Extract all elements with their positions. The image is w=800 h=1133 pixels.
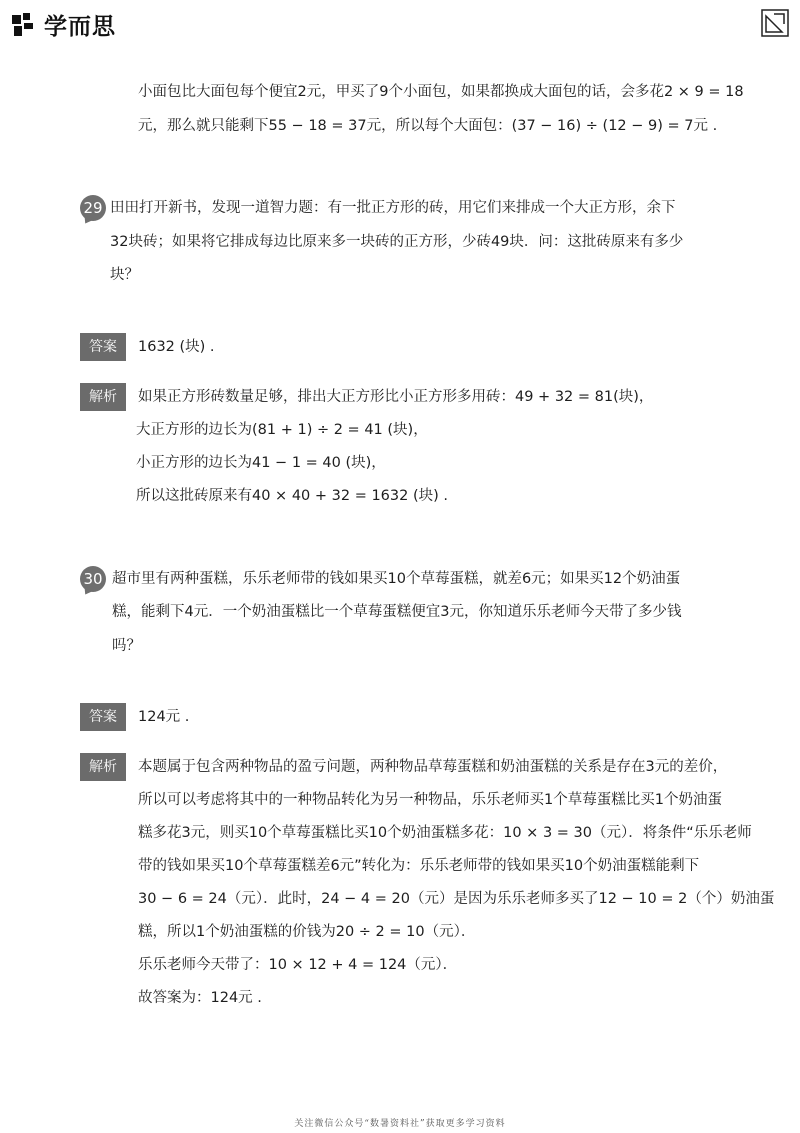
answer-value: 124元 .: [138, 709, 190, 725]
question-text-line: 32块砖；如果将它排成每边比原来多一块砖的正方形，少砖49块．问：这批砖原来有多少: [110, 234, 684, 250]
footer-note: 关注微信公众号“数暑资料社”获取更多学习资料: [294, 1119, 506, 1129]
corner-logo-icon: [760, 8, 790, 38]
analysis-line: 小正方形的边长为41 − 1 = 40 (块)，: [136, 455, 386, 471]
question-text-line: 田田打开新书，发现一道智力题：有一批正方形的砖，用它们来排成一个大正方形，余下: [110, 200, 676, 216]
analysis-line: 如果正方形砖数量足够，排出大正方形比小正方形多用砖：49 + 32 = 81(块)，: [138, 389, 654, 405]
question-text-line: 块？: [110, 267, 139, 283]
answer-value: 1632 (块) .: [138, 339, 215, 355]
question-text-line: 吗？: [112, 638, 141, 654]
analysis-line: 所以这批砖原来有40 × 40 + 32 = 1632 (块) .: [136, 488, 448, 504]
analysis-line: 所以可以考虑将其中的一种物品转化为另一种物品，乐乐老师买1个草莓蛋糕比买1个奶油蛋: [138, 792, 722, 808]
analysis-line: 带的钱如果买10个草莓蛋糕差6元”转化为：乐乐老师带的钱如果买10个奶油蛋糕能剩下: [138, 858, 700, 874]
answer-label: 答案: [80, 703, 126, 731]
analysis-label: 解析: [80, 753, 126, 781]
prev-solution-line: 元，那么就只能剩下55 − 18 = 37元，所以每个大面包：(37 − 16) ÷ (12 − 9) = 7元 .: [138, 118, 718, 134]
brand-name: 学而思: [44, 14, 116, 40]
analysis-line: 糕，所以1个奶油蛋糕的价钱为20 ÷ 2 = 10（元）．: [138, 924, 476, 940]
analysis-line: 糕多花3元，则买10个草莓蛋糕比买10个奶油蛋糕多花：10 × 3 = 30（元）．将条件“乐乐老师: [138, 825, 752, 841]
analysis-line: 乐乐老师今天带了：10 × 12 + 4 = 124（元）．: [138, 957, 458, 973]
brand-logo-icon: [10, 12, 40, 38]
analysis-label: 解析: [80, 383, 126, 411]
analysis-line: 本题属于包含两种物品的盈亏问题，两种物品草莓蛋糕和奶油蛋糕的关系是存在3元的差价，: [138, 759, 728, 775]
question-text-line: 超市里有两种蛋糕，乐乐老师带的钱如果买10个草莓蛋糕，就差6元；如果买12个奶油蛋: [112, 571, 681, 587]
analysis-line: 30 − 6 = 24（元）．此时，24 − 4 = 20（元）是因为乐乐老师多买了12 − 10 = 2（个）奶油蛋: [138, 891, 775, 907]
question-text-line: 糕，能剩下4元．一个奶油蛋糕比一个草莓蛋糕便宜3元，你知道乐乐老师今天带了多少钱: [112, 604, 682, 620]
prev-solution-line: 小面包比大面包每个便宜2元，甲买了9个小面包，如果都换成大面包的话，会多花2 × 9 = 18: [138, 84, 744, 100]
answer-label: 答案: [80, 333, 126, 361]
brand-logo: [10, 8, 116, 41]
question-number-badge: 30: [80, 566, 106, 592]
question-number-badge: 29: [80, 195, 106, 221]
analysis-line: 大正方形的边长为(81 + 1) ÷ 2 = 41 (块)，: [136, 422, 428, 438]
analysis-line: 故答案为：124元 .: [138, 990, 262, 1006]
